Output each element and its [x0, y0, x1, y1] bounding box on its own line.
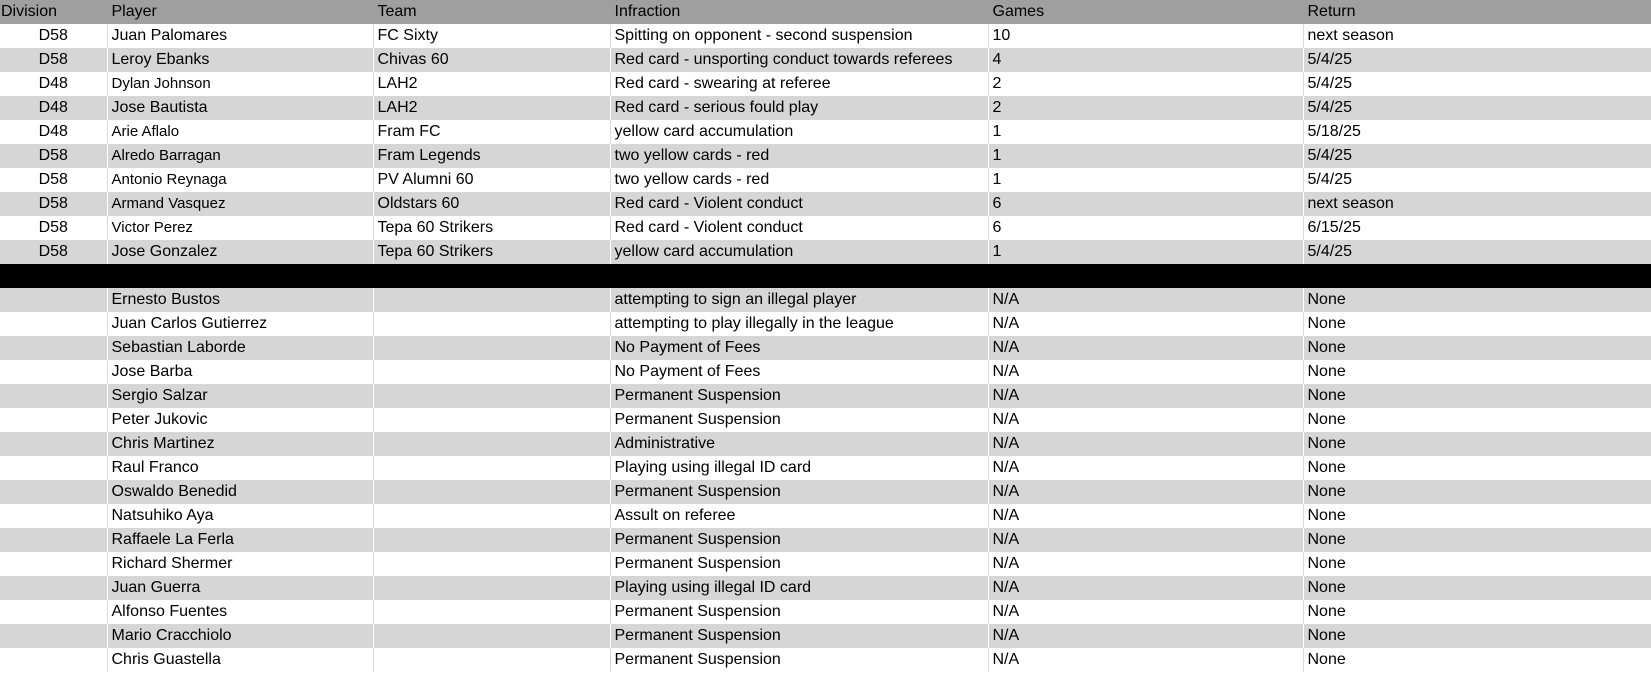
cell-player[interactable]: Chris Guastella	[107, 648, 373, 672]
cell-infraction[interactable]: Permanent Suspension	[610, 552, 988, 576]
cell-player[interactable]: Juan Palomares	[107, 24, 373, 48]
cell-division[interactable]	[0, 360, 107, 384]
cell-return[interactable]: None	[1303, 600, 1651, 624]
header-division[interactable]: Division	[1, 3, 58, 20]
table-row	[0, 648, 1651, 672]
cell-division[interactable]	[0, 576, 107, 600]
cell-infraction[interactable]: attempting to play illegally in the league	[610, 312, 988, 336]
cell-player[interactable]: Juan Guerra	[107, 576, 373, 600]
cell-infraction[interactable]: Red card - Violent conduct	[610, 192, 988, 216]
cell-division[interactable]	[0, 456, 107, 480]
cell-division[interactable]	[0, 288, 107, 312]
cell-return[interactable]: None	[1303, 408, 1651, 432]
cell-division[interactable]: D58	[38, 147, 68, 164]
separator-cell	[610, 264, 988, 288]
cell-infraction[interactable]: No Payment of Fees	[610, 336, 988, 360]
cell-infraction[interactable]: Administrative	[610, 432, 988, 456]
cell-player[interactable]: Oswaldo Benedid	[107, 480, 373, 504]
cell-infraction[interactable]: Red card - Violent conduct	[610, 216, 988, 240]
cell-games[interactable]: N/A	[988, 384, 1303, 408]
cell-division[interactable]: D58	[38, 51, 68, 68]
cell-division[interactable]: D48	[38, 75, 68, 92]
table-row	[0, 456, 1651, 480]
cell-player[interactable]: Sebastian Laborde	[107, 336, 373, 360]
cell-team[interactable]	[373, 336, 610, 360]
cell-games[interactable]: N/A	[988, 336, 1303, 360]
cell-return[interactable]: None	[1303, 480, 1651, 504]
separator-cell	[988, 264, 1303, 288]
cell-team[interactable]	[373, 624, 610, 648]
table-row	[0, 168, 1651, 192]
cell-return[interactable]: None	[1303, 552, 1651, 576]
cell-player[interactable]: Jose Bautista	[107, 96, 373, 120]
table-row	[0, 96, 1651, 120]
cell-games[interactable]: N/A	[988, 480, 1303, 504]
cell-infraction[interactable]: Red card - serious fould play	[610, 96, 988, 120]
cell-player[interactable]: Dylan Johnson	[107, 72, 373, 96]
cell-return[interactable]: 5/4/25	[1303, 240, 1651, 264]
cell-games[interactable]: N/A	[988, 624, 1303, 648]
table-row	[0, 624, 1651, 648]
table-row	[0, 552, 1651, 576]
cell-team[interactable]: Tepa 60 Strikers	[373, 216, 610, 240]
cell-games[interactable]: N/A	[988, 312, 1303, 336]
cell-infraction[interactable]: No Payment of Fees	[610, 360, 988, 384]
cell-player[interactable]: Jose Gonzalez	[107, 240, 373, 264]
cell-team[interactable]	[373, 288, 610, 312]
table-row	[0, 408, 1651, 432]
table-row	[0, 528, 1651, 552]
cell-return[interactable]: None	[1303, 360, 1651, 384]
table-row	[0, 480, 1651, 504]
cell-player[interactable]: Juan Carlos Gutierrez	[107, 312, 373, 336]
cell-infraction[interactable]: Permanent Suspension	[610, 600, 988, 624]
table-row	[0, 576, 1651, 600]
cell-division[interactable]: D58	[38, 243, 68, 260]
cell-games[interactable]: N/A	[988, 528, 1303, 552]
header-player[interactable]: Player	[107, 0, 373, 24]
cell-division[interactable]: D58	[38, 195, 68, 212]
cell-team[interactable]: LAH2	[373, 72, 610, 96]
cell-games[interactable]: N/A	[988, 576, 1303, 600]
cell-player[interactable]: Raul Franco	[107, 456, 373, 480]
table-row	[0, 48, 1651, 72]
cell-team[interactable]	[373, 576, 610, 600]
cell-return[interactable]: None	[1303, 504, 1651, 528]
cell-team[interactable]: Fram Legends	[373, 144, 610, 168]
cell-division[interactable]	[0, 504, 107, 528]
cell-team[interactable]	[373, 528, 610, 552]
cell-games[interactable]: N/A	[988, 408, 1303, 432]
cell-games[interactable]: N/A	[988, 288, 1303, 312]
cell-player[interactable]: Natsuhiko Aya	[107, 504, 373, 528]
separator-cell	[0, 264, 107, 288]
separator-cell	[1303, 264, 1651, 288]
cell-infraction[interactable]: yellow card accumulation	[610, 240, 988, 264]
cell-player[interactable]: Victor Perez	[107, 216, 373, 240]
table-row	[0, 288, 1651, 312]
cell-return[interactable]: None	[1303, 648, 1651, 672]
cell-division[interactable]: D58	[38, 27, 68, 44]
table-row	[0, 360, 1651, 384]
cell-infraction[interactable]: Permanent Suspension	[610, 648, 988, 672]
cell-games[interactable]: 2	[988, 72, 1303, 96]
header-row	[0, 0, 1651, 24]
cell-division[interactable]	[0, 624, 107, 648]
cell-return[interactable]: next season	[1303, 192, 1651, 216]
cell-infraction[interactable]: Red card - swearing at referee	[610, 72, 988, 96]
cell-games[interactable]: N/A	[988, 648, 1303, 672]
cell-games[interactable]: 4	[988, 48, 1303, 72]
cell-games[interactable]: 6	[988, 216, 1303, 240]
cell-games[interactable]: N/A	[988, 456, 1303, 480]
cell-infraction[interactable]: Permanent Suspension	[610, 384, 988, 408]
cell-return[interactable]: None	[1303, 288, 1651, 312]
cell-return[interactable]: None	[1303, 456, 1651, 480]
cell-infraction[interactable]: Playing using illegal ID card	[610, 576, 988, 600]
cell-games[interactable]: 1	[988, 144, 1303, 168]
cell-team[interactable]: LAH2	[373, 96, 610, 120]
cell-team[interactable]: FC Sixty	[373, 24, 610, 48]
cell-games[interactable]: 2	[988, 96, 1303, 120]
cell-return[interactable]: None	[1303, 576, 1651, 600]
cell-division[interactable]: D48	[38, 123, 68, 140]
cell-team[interactable]: Fram FC	[373, 120, 610, 144]
cell-team[interactable]	[373, 480, 610, 504]
table-row	[0, 24, 1651, 48]
cell-team[interactable]	[373, 384, 610, 408]
separator-cell	[373, 264, 610, 288]
cell-division[interactable]	[0, 336, 107, 360]
cell-infraction[interactable]: Permanent Suspension	[610, 480, 988, 504]
cell-games[interactable]: 1	[988, 240, 1303, 264]
cell-infraction[interactable]: yellow card accumulation	[610, 120, 988, 144]
cell-infraction[interactable]: attempting to sign an illegal player	[610, 288, 988, 312]
header-games[interactable]: Games	[988, 0, 1303, 24]
cell-return[interactable]: None	[1303, 528, 1651, 552]
cell-return[interactable]: None	[1303, 312, 1651, 336]
cell-return[interactable]: 5/4/25	[1303, 48, 1651, 72]
cell-division[interactable]	[0, 648, 107, 672]
cell-infraction[interactable]: Playing using illegal ID card	[610, 456, 988, 480]
cell-return[interactable]: 5/4/25	[1303, 72, 1651, 96]
cell-return[interactable]: None	[1303, 624, 1651, 648]
table-row	[0, 384, 1651, 408]
header-return[interactable]: Return	[1303, 0, 1651, 24]
cell-player[interactable]: Alfonso Fuentes	[107, 600, 373, 624]
cell-division[interactable]	[0, 600, 107, 624]
cell-games[interactable]: 1	[988, 120, 1303, 144]
cell-team[interactable]	[373, 432, 610, 456]
cell-games[interactable]: 10	[988, 24, 1303, 48]
cell-division[interactable]: D58	[38, 171, 68, 188]
cell-division[interactable]: D58	[38, 219, 68, 236]
cell-division[interactable]: D48	[38, 99, 68, 116]
cell-return[interactable]: 5/18/25	[1303, 120, 1651, 144]
cell-infraction[interactable]: Permanent Suspension	[610, 624, 988, 648]
cell-player[interactable]: Armand Vasquez	[107, 192, 373, 216]
cell-division[interactable]	[0, 384, 107, 408]
table-row	[0, 504, 1651, 528]
table-row	[0, 72, 1651, 96]
sheet-body	[0, 24, 1651, 672]
separator-cell	[107, 264, 373, 288]
table-row	[0, 192, 1651, 216]
cell-return[interactable]: 6/15/25	[1303, 216, 1651, 240]
cell-player[interactable]: Leroy Ebanks	[107, 48, 373, 72]
cell-return[interactable]: next season	[1303, 24, 1651, 48]
cell-player[interactable]: Mario Cracchiolo	[107, 624, 373, 648]
table-row	[0, 120, 1651, 144]
cell-player[interactable]: Richard Shermer	[107, 552, 373, 576]
cell-player[interactable]: Chris Martinez	[107, 432, 373, 456]
header-infraction[interactable]: Infraction	[610, 0, 988, 24]
cell-games[interactable]: N/A	[988, 504, 1303, 528]
cell-team[interactable]	[373, 648, 610, 672]
cell-games[interactable]: N/A	[988, 552, 1303, 576]
table-row	[0, 216, 1651, 240]
cell-infraction[interactable]: Red card - unsporting conduct towards referees	[610, 48, 988, 72]
cell-return[interactable]: 5/4/25	[1303, 144, 1651, 168]
cell-team[interactable]: Chivas 60	[373, 48, 610, 72]
cell-division[interactable]	[0, 312, 107, 336]
cell-return[interactable]: None	[1303, 336, 1651, 360]
cell-division[interactable]	[0, 480, 107, 504]
cell-division[interactable]	[0, 432, 107, 456]
cell-team[interactable]	[373, 312, 610, 336]
cell-infraction[interactable]: Spitting on opponent - second suspension	[610, 24, 988, 48]
cell-return[interactable]: 5/4/25	[1303, 168, 1651, 192]
cell-team[interactable]	[373, 360, 610, 384]
cell-games[interactable]: 6	[988, 192, 1303, 216]
cell-infraction[interactable]: Assult on referee	[610, 504, 988, 528]
cell-team[interactable]	[373, 504, 610, 528]
cell-division[interactable]	[0, 528, 107, 552]
cell-player[interactable]: Arie Aflalo	[107, 120, 373, 144]
cell-player[interactable]: Jose Barba	[107, 360, 373, 384]
cell-infraction[interactable]: Permanent Suspension	[610, 408, 988, 432]
cell-player[interactable]: Ernesto Bustos	[107, 288, 373, 312]
cell-games[interactable]: 1	[988, 168, 1303, 192]
cell-team[interactable]: PV Alumni 60	[373, 168, 610, 192]
cell-player[interactable]: Peter Jukovic	[107, 408, 373, 432]
cell-return[interactable]: None	[1303, 384, 1651, 408]
header-team[interactable]: Team	[373, 0, 610, 24]
cell-games[interactable]: N/A	[988, 360, 1303, 384]
table-row	[0, 240, 1651, 264]
cell-team[interactable]: Tepa 60 Strikers	[373, 240, 610, 264]
cell-player[interactable]: Alredo Barragan	[107, 144, 373, 168]
cell-team[interactable]	[373, 600, 610, 624]
cell-team[interactable]	[373, 552, 610, 576]
cell-team[interactable]	[373, 408, 610, 432]
table-row	[0, 312, 1651, 336]
cell-infraction[interactable]: Permanent Suspension	[610, 528, 988, 552]
cell-team[interactable]: Oldstars 60	[373, 192, 610, 216]
cell-team[interactable]	[373, 456, 610, 480]
table-row	[0, 432, 1651, 456]
separator-row	[0, 264, 1651, 288]
cell-player[interactable]: Sergio Salzar	[107, 384, 373, 408]
table-row	[0, 336, 1651, 360]
cell-player[interactable]: Raffaele La Ferla	[107, 528, 373, 552]
cell-games[interactable]: N/A	[988, 600, 1303, 624]
table-row	[0, 600, 1651, 624]
table-row	[0, 144, 1651, 168]
cell-player[interactable]: Antonio Reynaga	[107, 168, 373, 192]
cell-games[interactable]: N/A	[988, 432, 1303, 456]
cell-division[interactable]	[0, 408, 107, 432]
cell-infraction[interactable]: two yellow cards - red	[610, 168, 988, 192]
cell-return[interactable]: None	[1303, 432, 1651, 456]
cell-return[interactable]: 5/4/25	[1303, 96, 1651, 120]
cell-infraction[interactable]: two yellow cards - red	[610, 144, 988, 168]
cell-division[interactable]	[0, 552, 107, 576]
